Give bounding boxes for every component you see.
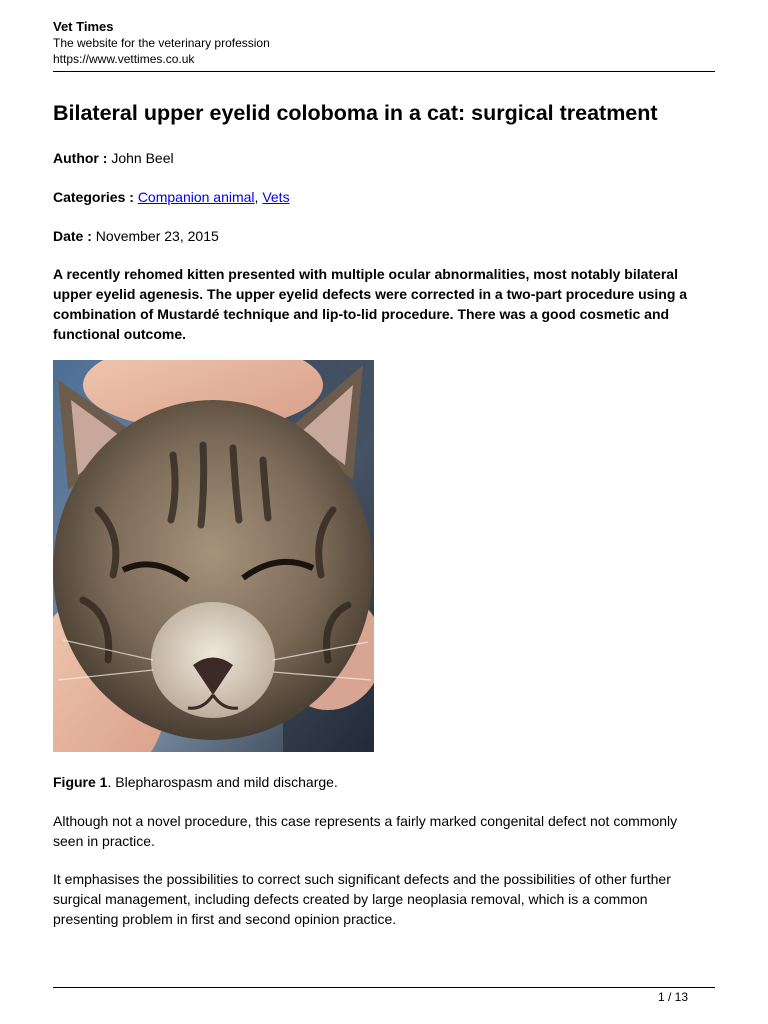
date-line: [53, 227, 219, 245]
body-paragraph: Although not a novel procedure, this case represents a fairly marked congenital defect not commonly seen in practice.: [53, 813, 678, 849]
footer-divider: [53, 987, 715, 988]
site-name: Vet Times: [53, 19, 114, 34]
article-lead: A recently rehomed kitten presented with multiple ocular abnormalities, most notably bilateral upper eyelid agenesis. The upper eyelid defects were corrected in a two-part procedure using a combination of Mustardé technique and lip-to-lid procedure. There was a good cosmetic and functional outcome.: [53, 266, 688, 342]
author-line: [53, 149, 174, 167]
figure-1-caption: [53, 773, 338, 791]
figure-label: Figure 1: [53, 774, 108, 790]
category-link-companion-animal[interactable]: Companion animal: [137, 189, 255, 205]
publish-date: November 23, 2015: [95, 228, 219, 244]
body-paragraph: It emphasises the possibilities to correct such significant defects and the possibilities of other further surgical management, including defects created by large neoplasia removal, which is a common presenting problem in first and second opinion practice.: [53, 871, 671, 927]
categories-line: [53, 188, 290, 206]
site-url: https://www.vettimes.co.uk: [53, 52, 195, 66]
figure-1-image: [53, 360, 374, 752]
category-separator: ,: [254, 189, 259, 205]
date-label: Date :: [53, 228, 92, 244]
page-number: 1 / 13: [657, 990, 688, 1004]
article-title: Bilateral upper eyelid coloboma in a cat: surgical treatment: [53, 101, 658, 125]
site-tagline: The website for the veterinary profession: [53, 36, 270, 50]
figure-caption-text: . Blepharospasm and mild discharge.: [107, 774, 338, 790]
author-label: Author :: [53, 150, 108, 166]
site-header: [53, 18, 715, 67]
author-name: John Beel: [111, 150, 174, 166]
header-divider: [53, 71, 715, 72]
categories-label: Categories :: [53, 189, 134, 205]
category-link-vets[interactable]: Vets: [262, 189, 290, 205]
